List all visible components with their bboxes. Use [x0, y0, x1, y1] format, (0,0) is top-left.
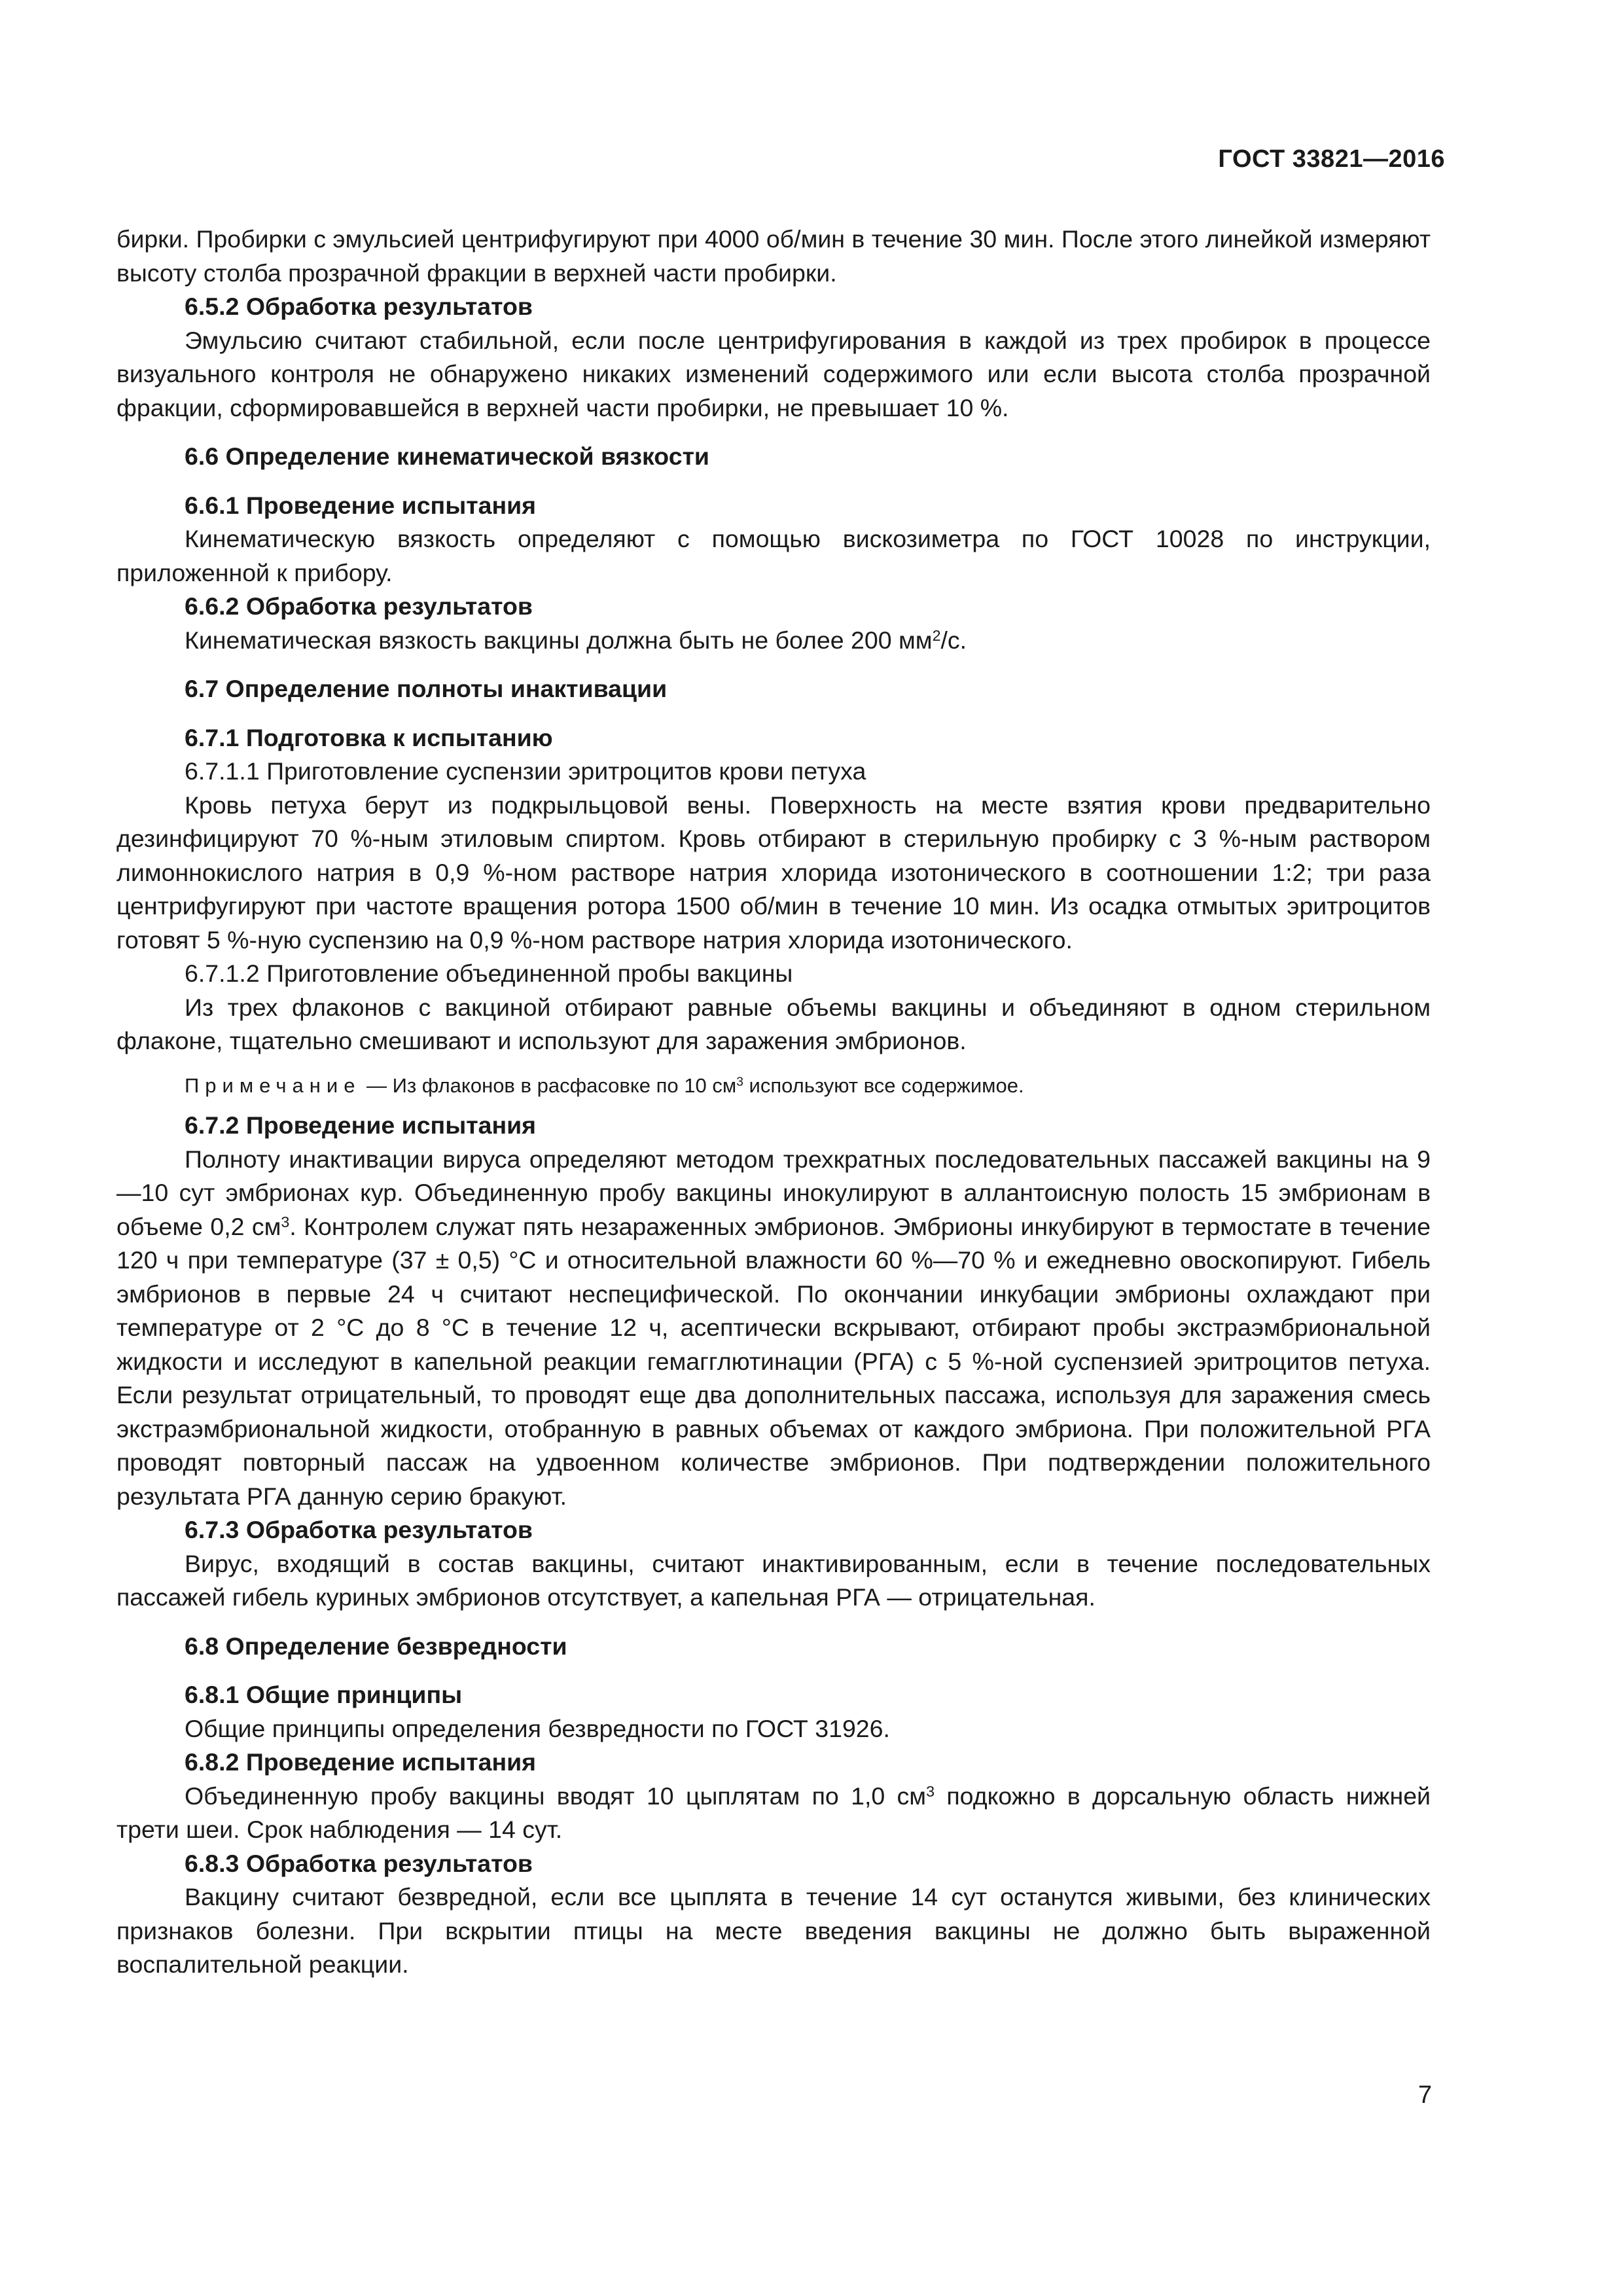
paragraph: бирки. Пробирки с эмульсией центрифугируют при 4000 об/мин в течение 30 мин. После этого линейкой измеряют высоту столба прозрачной фракции в верхней части пробирки.	[116, 225, 1431, 287]
document-body	[116, 223, 1431, 1982]
superscript: 3	[281, 1213, 290, 1230]
page-number: 7	[1418, 2081, 1432, 2109]
text-run: — Из флаконов в расфасовке по 10 см	[361, 1073, 737, 1097]
subsection-heading-6-7-3: 6.7.3 Обработка результатов	[185, 1516, 533, 1543]
paragraph	[116, 624, 1431, 658]
text-run: . Контролем служат пять незараженных эмбрионов. Эмбрионы инкубируют в термостате в течение 120 ч при температуре (37 ± 0,5) °С и относительной влажности 60 %—70 % и ежедневно овоскопируют. Гибель эмбрионов в первые 24 ч считают неспецифической. По окончании инкубации эмбрионы охлаждают при температуре от 2 °С до 8 °С в течение 12 ч, асептически вскрывают, отбирают пробы экстраэмбриональной жидкости и исследуют в капельной реакции гемагглютинации (РГА) с 5 %-ной суспензией эритроцитов петуха. Если результат отрицательный, то проводят еще два дополнительных пассажа, используя для заражения смесь экстраэмбриональной жидкости, отобранную в равных объемах от каждого эмбриона. При положительной РГА проводят повторный пассаж на удвоенном количестве эмбрионов. При подтверждении положительного результата РГА данную серию бракуют.	[116, 1212, 1431, 1510]
text-run: /с.	[940, 626, 967, 654]
paragraph: Общие принципы определения безвредности по ГОСТ 31926.	[185, 1714, 890, 1742]
clause-heading-6-7-1-2: 6.7.1.2 Приготовление объединенной пробы вакцины	[185, 960, 793, 987]
text-run: Объединенную пробу вакцины вводят 10 цыплятам по 1,0 см	[185, 1782, 927, 1810]
text-run: Кинематическая вязкость вакцины должна быть не более 200 мм	[185, 626, 933, 654]
note-label: Примечание	[185, 1073, 361, 1097]
paragraph: Эмульсию считают стабильной, если после центрифугирования в каждой из трех пробирок в процессе визуального контроля не обнаружено никаких изменений содержимого или если высота столба прозрачной фракции, сформировавшейся в верхней части пробирки, не превышает 10 %.	[116, 326, 1431, 422]
superscript: 3	[736, 1075, 743, 1089]
section-heading-6-8: 6.8 Определение безвредности	[185, 1632, 567, 1660]
subsection-heading-6-6-2: 6.6.2 Обработка результатов	[185, 592, 533, 620]
subsection-heading-6-6-1: 6.6.1 Проведение испытания	[185, 491, 537, 519]
subsection-heading-6-7-1: 6.7.1 Подготовка к испытанию	[185, 723, 553, 751]
subsection-heading-6-8-2: 6.8.2 Проведение испытания	[185, 1748, 537, 1776]
paragraph: Вакцину считают безвредной, если все цыплята в течение 14 сут останутся живыми, без клинических признаков болезни. При вскрытии птицы на месте введения вакцины не должно быть выраженной воспалительной реакции.	[116, 1883, 1431, 1978]
section-heading-6-7: 6.7 Определение полноты инактивации	[185, 675, 668, 702]
paragraph	[116, 1143, 1431, 1514]
text-run: подкожно в дорсальную область нижней трети шеи. Срок наблюдения — 14 сут.	[116, 1782, 1431, 1843]
paragraph: Вирус, входящий в состав вакцины, считают инактивированным, если в течение последовательных пассажей гибель куриных эмбрионов отсутствует, а капельная РГА — отрицательная.	[116, 1549, 1431, 1611]
subsection-heading-6-8-3: 6.8.3 Обработка результатов	[185, 1849, 533, 1877]
paragraph: Кинематическую вязкость определяют с помощью вискозиметра по ГОСТ 10028 по инструкции, приложенной к прибору.	[116, 525, 1431, 586]
paragraph: Из трех флаконов с вакциной отбирают равные объемы вакцины и объединяют в одном стерильном флаконе, тщательно смешивают и используют для заражения эмбрионов.	[116, 993, 1431, 1054]
section-heading-6-6: 6.6 Определение кинематической вязкости	[185, 442, 709, 470]
clause-heading-6-7-1-1: 6.7.1.1 Приготовление суспензии эритроцитов крови петуха	[185, 757, 866, 785]
superscript: 2	[932, 626, 941, 644]
subsection-heading-6-7-2: 6.7.2 Проведение испытания	[185, 1111, 537, 1139]
text-run: используют все содержимое.	[743, 1073, 1024, 1097]
paragraph	[116, 1780, 1431, 1847]
note	[116, 1069, 1431, 1103]
paragraph: Кровь петуха берут из подкрыльцовой вены. Поверхность на месте взятия крови предварительно дезинфицируют 70 %-ным этиловым спиртом. Кровь отбирают в стерильную пробирку с 3 %-ным раствором лимоннокислого натрия в 0,9 %-ном растворе натрия хлорида изотонического в соотношении 1:2; три раза центрифугируют при частоте вращения ротора 1500 об/мин в течение 10 мин. Из осадка отмытых эритроцитов готовят 5 %-ную суспензию на 0,9 %-ном растворе натрия хлорида изотонического.	[116, 791, 1431, 954]
superscript: 3	[926, 1782, 935, 1800]
document-code-header: ГОСТ 33821—2016	[1218, 145, 1445, 173]
subsection-heading-6-5-2: 6.5.2 Обработка результатов	[185, 293, 533, 320]
text-run: Полноту инактивации вируса определяют методом трехкратных последовательных пассажей вакцины на 9—10 сут эмбрионах кур. Объединенную пробу вакцины инокулируют в аллантоисную полость 15 эмбрионам в объеме 0,2 см	[116, 1145, 1431, 1240]
subsection-heading-6-8-1: 6.8.1 Общие принципы	[185, 1681, 463, 1708]
